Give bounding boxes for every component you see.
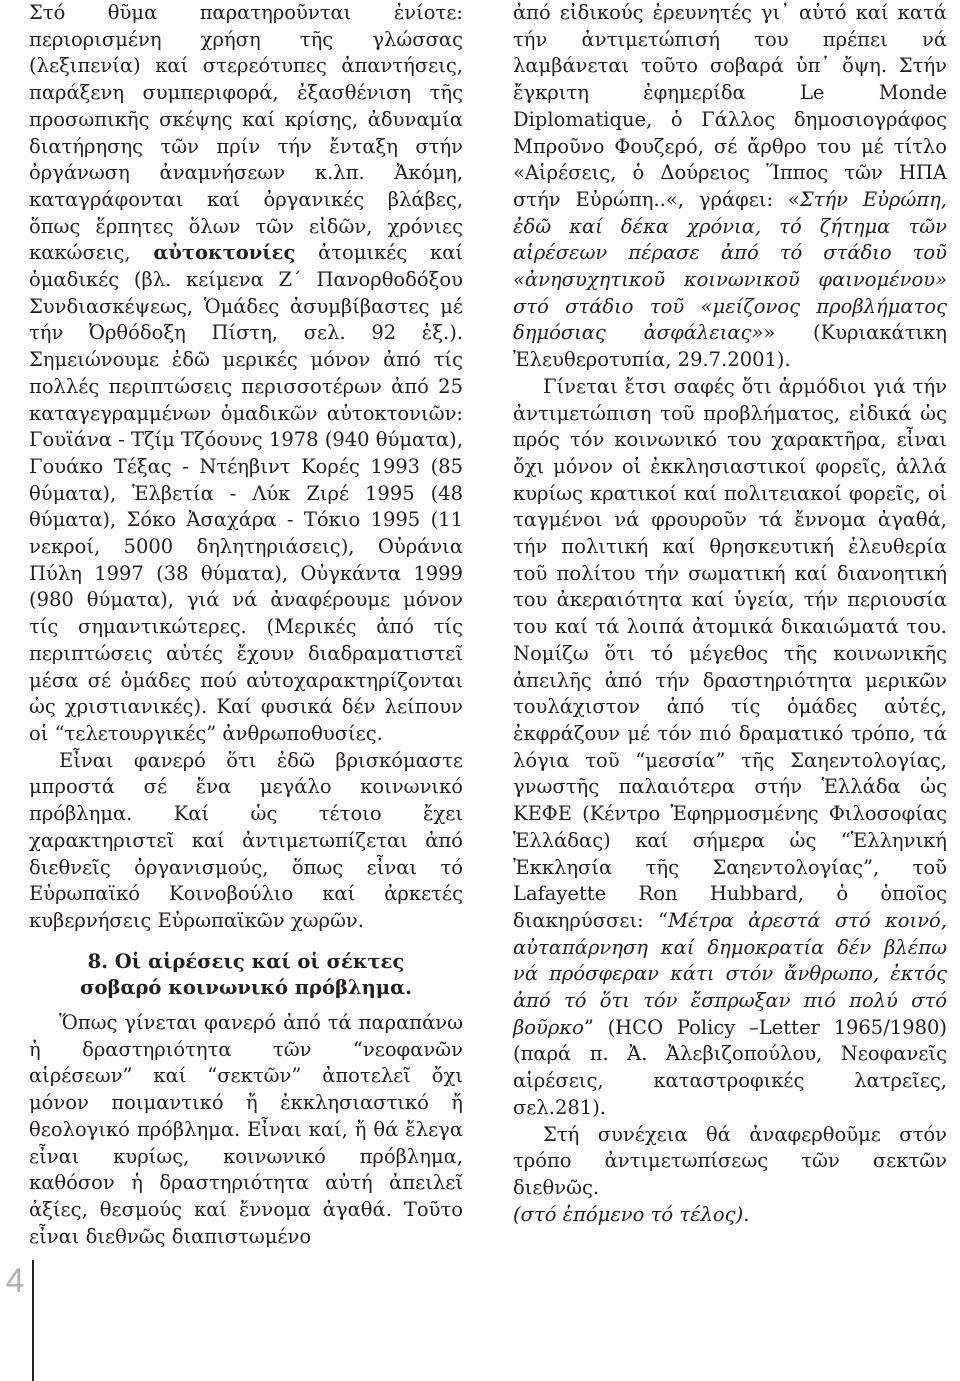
suicides-emphasis: αὐτοκτονίες — [153, 241, 296, 265]
right-paragraph-2 — [513, 374, 947, 1122]
right-p1-text-c: » (Κυριακάτικη Ἐλευθεροτυπία, 29.7.2001). — [513, 321, 947, 372]
left-p1-text-c: ἀτομικές καί ὁμαδικές (βλ. κείμενα Ζ΄ Πανορθοδόξου Συνδιασκέψεως, Ὁμάδες ἀσυμβίβαστες μέ τήν Ὀρθόδοξη Πίστη, σελ. 92 ἑξ.). Σημειώνουμε ἐδῶ μερικές μόνον ἀπό τίς πολλές περιπτώσεις περισσοτέρων ἀπό 25 καταγεγραμμένων ὁμαδικῶν αὐτοκτονιῶν: Γουϊάνα - Τζίμ Τζόουνς 1978 (940 θύματα), Γουάκο Τέξας - Ντέηβιντ Κορές 1993 (85 θύματα), Ἑλβετία - Λύκ Ζιρέ 1995 (48 θύματα), Σόκο Ἀσαχάρα - Τόκιο 1995 (11 νεκροί, 5000 δηλητηριάσεις), Οὐράνια Πύλη 1997 (38 θύματα), Οὐγκάντα 1999 (980 θύματα), γιά νά ἀναφέρουμε μόνον τίς σημαντικώτερες. (Μερικές ἀπό τίς περιπτώσεις αὐτές ἔχουν διαδραματιστεῖ μέσα σέ ὁμάδες πού αὐτοχαρακτηρίζονται ὡς χριστιανικές). Καί φυσικά δέν λείπουν οἱ “τελετουργικές” ἀνθρωποθυσίες. — [29, 241, 464, 745]
to-be-continued-note: (στό ἑπόμενο τό τέλος). — [513, 1202, 750, 1226]
left-column — [29, 0, 463, 1250]
right-p2-text-c: ” (HCO Policy –Letter 1965/1980) (παρά π. Ἀ. Ἀλεβιζοπούλου, Νεοφανεῖς αἱρέσεις, καταστροφικές λατρεῖες, σελ.281). — [513, 1015, 947, 1119]
page-number-rule — [32, 1260, 34, 1381]
left-paragraph-1 — [29, 0, 463, 748]
right-p2-text-a: Γίνεται ἔτσι σαφές ὅτι ἁρμόδιοι γιά τήν ἀντιμετώπιση τοῦ προβλήματος, εἰδικά ὡς πρός τόν κοινωνικό του χαρακτῆρα, εἶναι ὄχι μόνον οἱ ἐκκλησιαστικοί φορεῖς, ἀλλά κυρίως κρατικοί καί πολιτειακοί φορεῖς, οἱ ταγμένοι νά φρουροῦν τά ἔννομα ἀγαθά, τήν πολιτική καί θρησκευτική ἐλευθερία τοῦ πολίτου τήν σωματική καί διανοητική του ἀκεραιότητα καί ὑγεία, τήν περιουσία του καί τά λοιπά ἀτομικά δικαιώματά του. Νομίζω ὅτι τό μέγεθος τῆς κοινωνικῆς ἀπειλῆς ἀπό τήν δραστηριότητα μερικῶν τουλάχιστον ἀπό τίς ὁμάδες αὐτές, ἐκφράζουν μέ τόν πιό δραματικό τρόπο, τά λόγια τοῦ “μεσσία” τῆς Σαηεντολογίας, γνωστῆς παλαιότερα στήν Ἑλλάδα ὡς ΚΕΦΕ (Κέντρο Ἐφηρμοσμένης Φιλοσοφίας Ἑλλάδας) καί σήμερα ὡς “Ἑλληνική Ἐκκλησία τῆς Σαηεντολογίας”, τοῦ Lafayette Ron Hubbard, ὁ ὁποῖος διακηρύσσει: “ — [513, 374, 947, 932]
right-column — [513, 0, 947, 1228]
section-heading-line-1: 8. Οἱ αἱρέσεις καί οἱ σέκτες — [87, 949, 405, 973]
left-p1-text-a: Στό θῦμα παρατηροῦνται ἐνίοτε: περιορισμένη χρήση τῆς γλώσσας (λεξιπενία) καί στερεότυπες ἀπαντήσεις, παράξενη συμπεριφορά, ἐξασθένιση τῆς προσωπικῆς σκέψης καί κρίσης, ἀδυναμία διατήρησης τῶν πρίν τήν ἔνταξη στήν ὀργάνωση ἀναμνήσεων κ.λπ. Ἀκόμη, καταγράφονται καί ὀργανικές βλάβες, ὅπως ἕρπητες ὅλων τῶν εἰδῶν, χρόνιες κακώσεις, — [29, 1, 463, 265]
section-heading — [29, 949, 463, 1002]
right-paragraph-1 — [513, 0, 947, 374]
section-heading-line-2: σοβαρό κοινωνικό πρόβλημα. — [80, 976, 412, 1000]
left-paragraph-3: Ὅπως γίνεται φανερό ἀπό τά παραπάνω ἡ δραστηριότητα τῶν “νεοφανῶν αἱρέσεων” καί “σεκτῶν” ἀποτελεῖ ὄχι μόνον ποιμαντικό ἤ ἐκκλησιαστικό ἤ θεολογικό πρόβλημα. Εἶναι καί, ἤ θά ἔλεγα εἶναι κυρίως, κοινωνικό πρόβλημα, καθόσον ἡ δραστηριότητα αὐτή ἀπειλεῖ ἀξίες, θεσμούς καί ἔννομα ἀγαθά. Τοῦτο εἶναι διεθνῶς διαπιστωμένο — [29, 1011, 463, 1248]
left-paragraph-2: Εἶναι φανερό ὅτι ἐδῶ βρισκόμαστε μπροστά σέ ἕνα μεγάλο κοινωνικό πρόβλημα. Καί ὡς τέτοιο ἔχει χαρακτηριστεῖ καί ἀντιμετωπίζεται ἀπό διεθνεῖς ὀργανισμούς, ὅπως εἶναι τό Εὐρωπαϊκό Κοινοβούλιο καί ἀρκετές κυβερνήσεις Εὐρωπαϊκῶν χωρῶν. — [29, 748, 463, 932]
page-number: 4 — [5, 1262, 25, 1300]
le-monde-quote: Στήν Εὐρώπη, ἐδῶ καί δέκα χρόνια, τό ζήτημα τῶν αἱρέσεων πέρασε ἀπό τό στάδιο τοῦ «ἀνησυχητικοῦ κοινωνικοῦ φαινομένου» στό στάδιο τοῦ «μείζονος προβλήματος δημόσιας ἀσφάλειας» — [513, 187, 947, 345]
hubbard-quote: Μέτρα ἀρεστά στό κοινό, αὐταπάρνηση καί δημοκρατία δέν βλέπω νά πρόσφεραν κάτι στόν ἄνθρωπο, ἐκτός ἀπό τό ὅτι τόν ἔσπρωξαν πιό πολύ στό βοῦρκο — [513, 908, 947, 1039]
right-p1-text-a: ἀπό εἰδικούς ἐρευνητές γι᾽ αὐτό καί κατά τήν ἀντιμετώπισή του πρέπει νά λαμβάνεται τοῦτο σοβαρά ὑπ᾽ ὄψη. Στήν ἔγκριτη ἐφημερίδα Le Monde Diplomatique, ὁ Γάλλος δημοσιογράφος Μπροῦνο Φουζερό, σέ ἄρθρο του μέ τίτλο «Αἱρέσεις, ὁ Δούρειος Ἵππος τῶν ΗΠΑ στήν Εὐρώπη..«, γράφει: « — [513, 1, 947, 211]
right-paragraph-3: Στή συνέχεια θά ἀναφερθοῦμε στόν τρόπο ἀντιμετωπίσεως τῶν σεκτῶν διεθνῶς. — [513, 1122, 947, 1199]
